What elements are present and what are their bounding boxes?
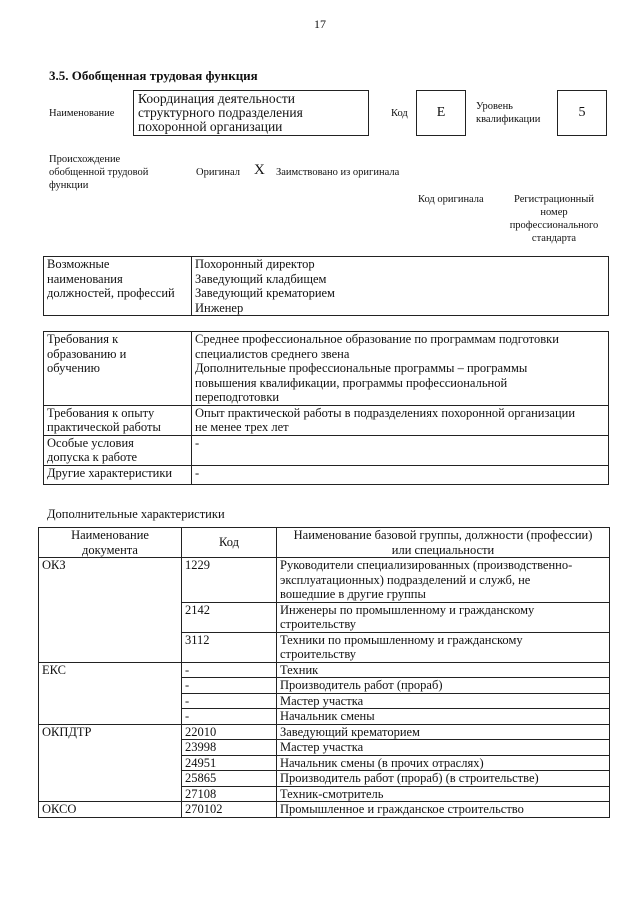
label-line: Требования к [47,332,119,346]
req-value [192,332,609,406]
requirements-table [43,331,609,485]
name-cell: Производитель работ (прораб) [277,678,610,694]
label-line: образованию и [47,346,127,361]
req-value [192,435,609,465]
code-cell: 25865 [182,771,277,787]
list-item: Похоронный директор [195,257,315,271]
name-cell: Производитель работ (прораб) (в строительстве) [277,771,610,787]
reg-number-label [500,193,608,245]
reg-number-line: профессионального [509,220,599,231]
original-code-label: Код оригинала [418,194,484,205]
additional-title: Дополнительные характеристики [47,507,225,521]
name-line: вошедшие в другие группы [280,587,426,601]
value-line: переподготовки [195,390,280,404]
label-line: наименования [47,271,123,286]
name-cell: Техник-смотритель [277,786,610,802]
table-row [44,465,609,484]
value-line: - [195,435,200,450]
label-line: Особые условия [47,435,134,450]
original-mark: X [254,162,265,178]
label-line: практической работы [47,420,161,434]
table-row [44,405,609,435]
req-value [192,465,609,484]
label-line: Требования к опыту [47,405,155,420]
code-cell: 24951 [182,755,277,771]
value-line: не менее трех лет [195,420,289,434]
header-line: или специальности [391,542,495,557]
value-line: - [195,465,200,480]
section-title: 3.5. Обобщенная трудовая функция [49,68,258,83]
name-cell: Заведующий крематорием [277,724,610,740]
name-cell [277,632,610,662]
reg-number-line: номер [540,207,568,218]
req-value [192,405,609,435]
label-line: Другие характеристики [47,465,173,480]
req-label [44,435,192,465]
header-line: документа [82,542,138,557]
code-cell: - [182,693,277,709]
code-cell: - [182,662,277,678]
table-row [44,435,609,465]
page-number: 17 [314,17,326,31]
table-row [44,257,609,316]
level-value: 5 [557,90,607,136]
name-line: строительству [280,617,357,631]
code-cell: 270102 [182,802,277,818]
origin-label [49,153,148,192]
positions-list [192,257,609,316]
name-cell: Начальник смены [277,709,610,725]
origin-label-line: обобщенной трудовой [49,167,149,178]
code-cell: 22010 [182,724,277,740]
level-label [476,100,540,126]
value-line: повышения квалификации, программы профессиональной [195,375,508,390]
code-cell: 23998 [182,740,277,756]
doc-cell: ЕКС [39,662,182,724]
origin-label-line: Происхождение [49,154,121,165]
name-line: эксплуатационных) подразделений и служб, не [280,572,531,587]
name-cell: Техник [277,662,610,678]
code-cell: 27108 [182,786,277,802]
table-row [44,332,609,406]
value-line: Среднее профессиональное образование по программам подготовки [195,332,559,346]
level-label-line: квалификации [476,114,541,125]
col-header-code [182,528,277,558]
function-name-line: структурного подразделения [138,105,303,120]
value-line: специалистов среднего звена [195,346,350,361]
function-name-box [133,90,369,136]
name-line: Руководители специализированных (производственно- [280,558,573,572]
additional-table [38,527,610,818]
origin-label-line: функции [49,180,89,191]
name-label: Наименование [49,108,115,119]
name-line: Инженеры по промышленному и гражданскому [280,602,535,617]
table-row [39,802,610,818]
header-line: Наименование базовой группы, должности (профессии) [293,528,593,542]
reg-number-line: стандарта [531,233,577,244]
col-header-document [39,528,182,558]
label-line: допуска к работе [47,450,138,464]
value-line: Опыт практической работы в подразделениях похоронной организации [195,405,576,420]
req-label [44,332,192,406]
name-cell [277,558,610,603]
name-cell [277,602,610,632]
code-cell: 2142 [182,602,277,632]
name-cell: Мастер участка [277,740,610,756]
label-line: Возможные [47,257,110,271]
code-cell: 3112 [182,632,277,662]
label-line: обучению [47,361,100,375]
table-header-row [39,528,610,558]
original-label: Оригинал [196,167,240,178]
header-line: Код [219,535,239,550]
reg-number-line: Регистрационный [514,194,594,205]
doc-cell: ОКПДТР [39,724,182,802]
name-cell: Мастер участка [277,693,610,709]
table-row [39,662,610,678]
list-item: Заведующий крематорием [195,286,335,300]
value-line: Дополнительные профессиональные программы – программы [195,361,528,375]
header-line: Наименование [71,528,149,542]
function-name-line: похоронной организации [138,119,283,134]
borrowed-label: Заимствовано из оригинала [276,167,400,178]
name-cell: Промышленное и гражданское строительство [277,802,610,818]
code-cell: - [182,678,277,694]
table-row [39,558,610,603]
code-label: Код [391,108,408,119]
positions-table [43,256,609,316]
name-cell: Начальник смены (в прочих отраслях) [277,755,610,771]
code-cell: - [182,709,277,725]
req-label [44,465,192,484]
name-line: строительству [280,647,357,661]
code-cell: 1229 [182,558,277,603]
req-label [44,405,192,435]
doc-cell: ОКСО [39,802,182,818]
col-header-name [277,528,610,558]
function-name-line: Координация деятельности [138,91,296,106]
doc-cell: ОКЗ [39,558,182,663]
list-item: Заведующий кладбищем [195,271,327,286]
table-row [39,724,610,740]
list-item: Инженер [195,300,244,315]
label-line: должностей, профессий [47,286,175,300]
code-value: E [416,90,466,136]
positions-label [44,257,192,316]
name-line: Техники по промышленному и гражданскому [280,632,523,647]
level-label-line: Уровень [476,101,513,112]
